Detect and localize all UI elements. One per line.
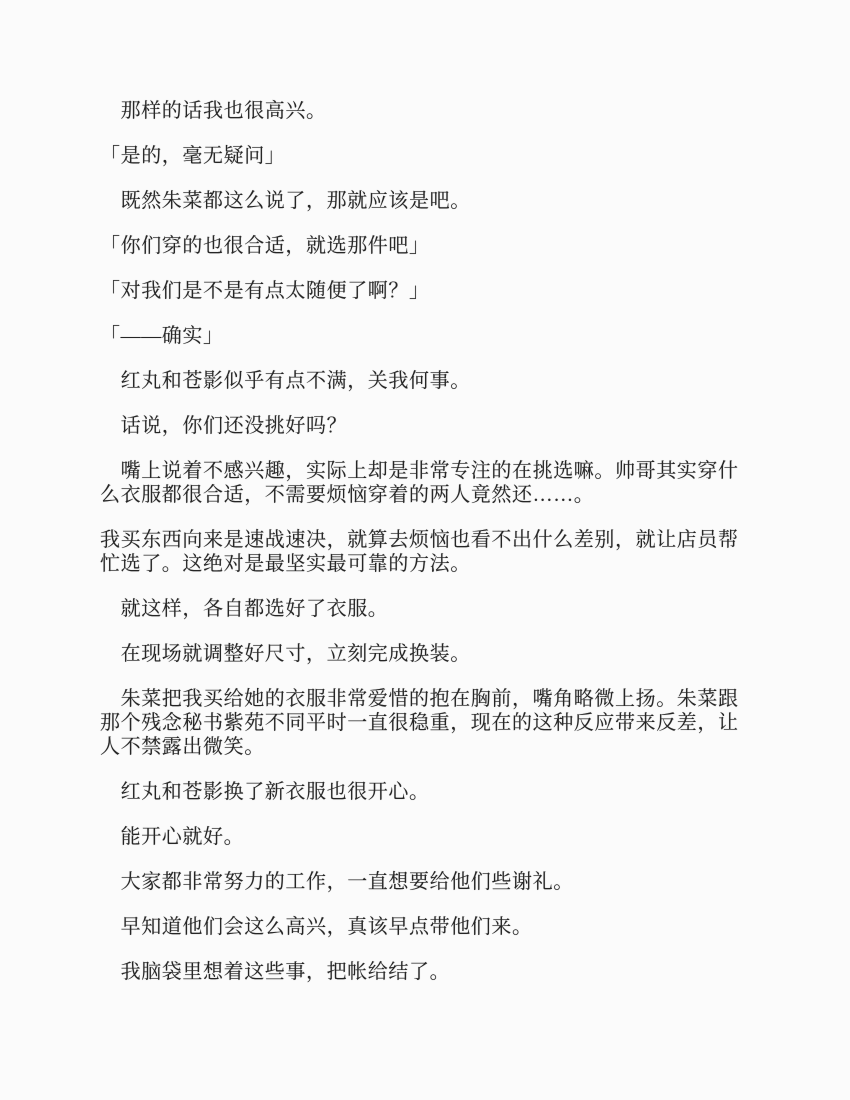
- narration-paragraph: 既然朱菜都这么说了，那就应该是吧。: [120, 190, 471, 212]
- narration-paragraph: 我买东西向来是速战速决，就算去烦恼也看不出什么差别，就让店员帮忙选了。这绝对是最坚实最可靠的方法。: [100, 529, 739, 575]
- chapter-text-body: [100, 99, 750, 984]
- narration-paragraph: 红丸和苍影似乎有点不满，关我何事。: [120, 370, 471, 392]
- dialogue-paragraph: 「是的，毫无疑问」: [100, 145, 286, 167]
- narration-paragraph: 朱菜把我买给她的衣服非常爱惜的抱在胸前，嘴角略微上扬。朱菜跟那个残念秘书紫苑不同平时一直很稳重，现在的这种反应带来反差，让人不禁露出微笑。: [100, 688, 739, 758]
- narration-paragraph: 早知道他们会这么高兴，真该早点带他们来。: [120, 916, 533, 938]
- narration-paragraph: 红丸和苍影换了新衣服也很开心。: [120, 781, 430, 803]
- narration-paragraph: 大家都非常努力的工作，一直想要给他们些谢礼。: [120, 871, 574, 893]
- narration-paragraph: 在现场就调整好尺寸，立刻完成换装。: [120, 643, 471, 665]
- narration-paragraph: 那样的话我也很高兴。: [120, 100, 327, 122]
- dialogue-paragraph: 「——确实」: [100, 325, 224, 347]
- dialogue-paragraph: 「你们穿的也很合适，就选那件吧」: [100, 235, 430, 257]
- narration-paragraph: 话说，你们还没挑好吗？: [120, 415, 348, 437]
- narration-paragraph: 嘴上说着不感兴趣，实际上却是非常专注的在挑选嘛。帅哥其实穿什么衣服都很合适，不需要烦恼穿着的两人竟然还……。: [100, 460, 739, 506]
- narration-paragraph: 就这样，各自都选好了衣服。: [120, 598, 389, 620]
- dialogue-paragraph: 「对我们是不是有点太随便了啊？」: [100, 280, 430, 302]
- narration-paragraph: 我脑袋里想着这些事，把帐给结了。: [120, 961, 451, 983]
- narration-paragraph: 能开心就好。: [120, 826, 245, 848]
